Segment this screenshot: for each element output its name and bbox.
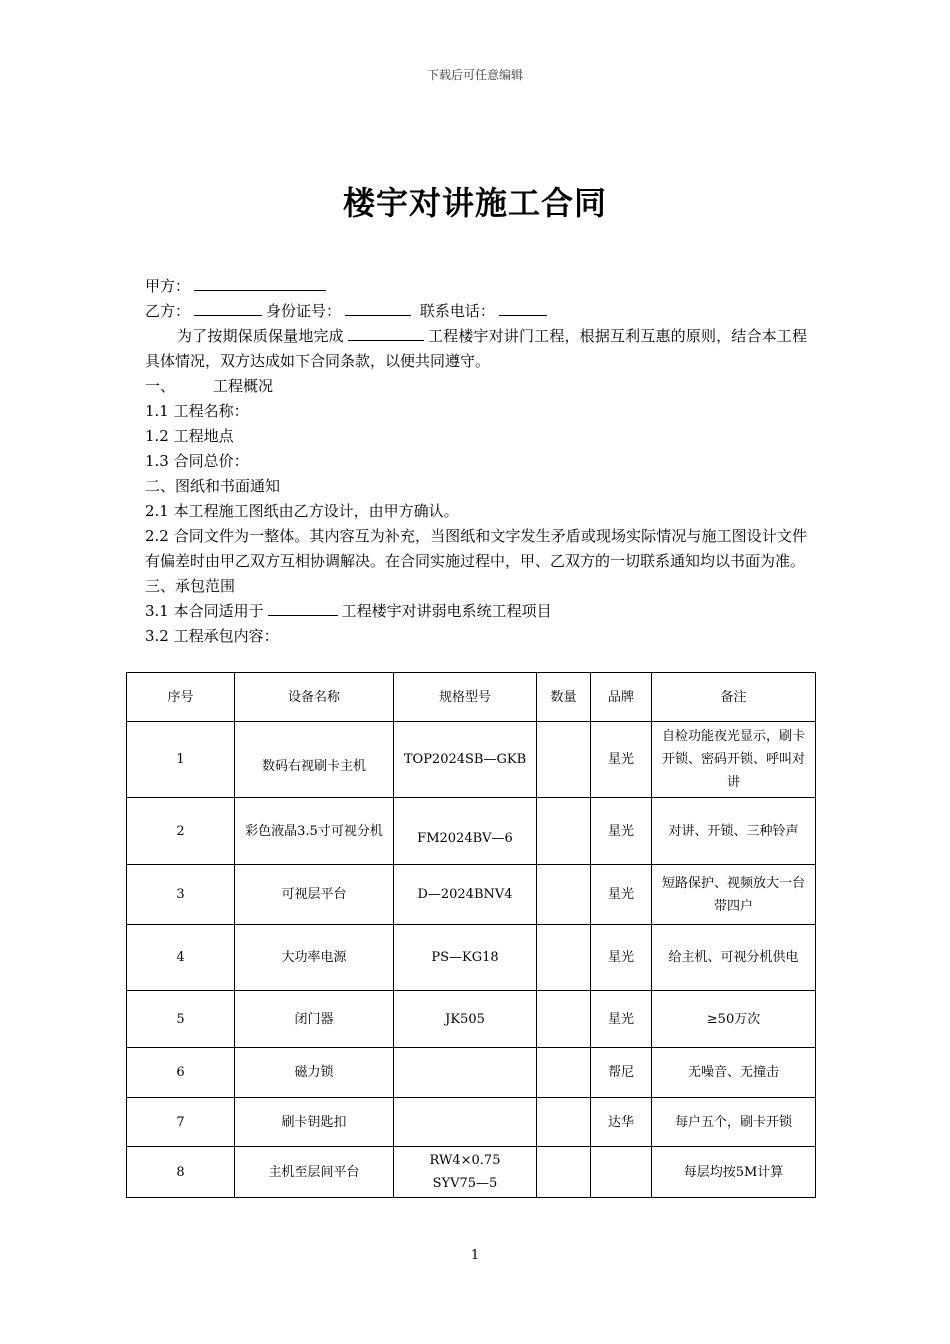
cell-brand: 星光 (591, 865, 652, 925)
document-title: 楼宇对讲施工合同 (342, 184, 607, 222)
party-a-line (145, 274, 807, 299)
header-model: 规格型号 (394, 673, 537, 722)
cell-seq: 7 (127, 1098, 235, 1147)
cell-quantity (537, 925, 591, 991)
scope-project-blank (268, 599, 338, 616)
cell-note: ≥50万次 (652, 991, 816, 1048)
cell-model-line1: RW4×0.75 (429, 1153, 501, 1168)
item-1-3: 1.3 合同总价： (145, 452, 249, 470)
table-row (127, 865, 816, 925)
item-3-1 (145, 599, 807, 624)
cell-seq: 8 (127, 1147, 235, 1198)
cell-brand: 帮尼 (591, 1048, 652, 1098)
item-1-2: 1.2 工程地点 (145, 427, 234, 445)
item-1-1: 1.1 工程名称： (145, 402, 249, 420)
section-1-title: 工程概况 (213, 377, 274, 395)
header-seq: 序号 (127, 673, 235, 722)
cell-note: 无噪音、无撞击 (652, 1048, 816, 1098)
cell-note: 对讲、开锁、三种铃声 (652, 798, 816, 865)
table-row (127, 1098, 816, 1147)
item-3-2: 3.2 工程承包内容： (145, 627, 279, 645)
intro-paragraph (145, 324, 807, 374)
section-1-number: 一、 (145, 377, 176, 395)
cell-model (394, 1048, 537, 1098)
cell-device-name: 彩色液晶3.5寸可视分机 (235, 798, 394, 865)
table-row (127, 991, 816, 1048)
cell-seq: 6 (127, 1048, 235, 1098)
party-a-label: 甲方： (145, 277, 191, 295)
party-b-label: 乙方： (145, 302, 191, 320)
cell-seq: 3 (127, 865, 235, 925)
cell-note: 每户五个，刷卡开锁 (652, 1098, 816, 1147)
table-row (127, 1147, 816, 1198)
cell-device-name: 大功率电源 (235, 925, 394, 991)
id-blank (345, 299, 411, 316)
cell-model-line1: FM2024BV—6 (417, 830, 513, 846)
item-3-1-part1: 3.1 本合同适用于 (145, 602, 264, 620)
cell-seq: 2 (127, 798, 235, 865)
party-b-blank (194, 299, 262, 316)
cell-brand: 星光 (591, 991, 652, 1048)
cell-device-name: 数码右视刷卡主机 (235, 722, 394, 798)
cell-device-name: 刷卡钥匙扣 (235, 1098, 394, 1147)
cell-device-name: 可视层平台 (235, 865, 394, 925)
cell-quantity (537, 865, 591, 925)
section-2-heading: 二、图纸和书面通知 (145, 477, 281, 495)
table-row (127, 1048, 816, 1098)
cell-note: 短路保护、视频放大一台带四户 (652, 865, 816, 925)
intro-part1: 为了按期保质保量地完成 (177, 327, 344, 345)
cell-note: 给主机、可视分机供电 (652, 925, 816, 991)
cell-seq: 4 (127, 925, 235, 991)
cell-device-name: 主机至层间平台 (235, 1147, 394, 1198)
id-label: 身份证号： (266, 302, 342, 320)
item-2-1: 2.1 本工程施工图纸由乙方设计，由甲方确认。 (145, 502, 459, 520)
cell-quantity (537, 798, 591, 865)
cell-quantity (537, 1048, 591, 1098)
phone-blank (499, 299, 547, 316)
cell-model (394, 1147, 537, 1198)
cell-model (394, 991, 537, 1048)
equipment-table (126, 672, 816, 1198)
cell-quantity (537, 722, 591, 798)
cell-model-line1: PS—KG18 (431, 950, 499, 965)
item-3-1-part2: 工程楼宇对讲弱电系统工程项目 (341, 602, 552, 620)
party-a-blank (194, 274, 326, 291)
header-brand: 品牌 (591, 673, 652, 722)
cell-device-name: 闭门器 (235, 991, 394, 1048)
table-row (127, 925, 816, 991)
cell-brand (591, 1147, 652, 1198)
cell-model-line1: JK505 (445, 1011, 485, 1027)
cell-brand: 达华 (591, 1098, 652, 1147)
phone-label: 联系电话： (419, 302, 495, 320)
cell-model (394, 722, 537, 798)
cell-model-line2: SYV75—5 (432, 1176, 498, 1191)
cell-model (394, 925, 537, 991)
cell-model-line1: TOP2024SB—GKB (403, 752, 527, 767)
header-note: 备注 (652, 673, 816, 722)
project-name-blank (348, 324, 424, 341)
section-3-heading: 三、承包范围 (145, 577, 236, 595)
cell-note: 每层均按5M计算 (652, 1147, 816, 1198)
cell-model (394, 865, 537, 925)
cell-quantity (537, 1098, 591, 1147)
cell-brand: 星光 (591, 925, 652, 991)
cell-device-name: 磁力锁 (235, 1048, 394, 1098)
item-2-2: 2.2 合同文件为一整体。其内容互为补充，当图纸和文字发生矛盾或现场实际情况与施工图设计文件有偏差时由甲乙双方互相协调解决。在合同实施过程中，甲、乙双方的一切联系通知均以书面为准。 (145, 527, 807, 570)
cell-model (394, 798, 537, 865)
header-quantity: 数量 (537, 673, 591, 722)
cell-brand: 星光 (591, 798, 652, 865)
contract-body (145, 274, 807, 649)
header-device-name: 设备名称 (235, 673, 394, 722)
party-b-line (145, 299, 807, 324)
page-header-note: 下载后可任意编辑 (426, 68, 523, 82)
intro-part2: 工程楼宇对讲门工程，根据互利互惠的原则，结合本工程具体情况，双方达成如下合同条款，以便共同遵守。 (145, 327, 807, 370)
cell-model-line1: D—2024BNV4 (417, 887, 513, 902)
cell-quantity (537, 1147, 591, 1198)
cell-seq: 5 (127, 991, 235, 1048)
page-number: 1 (470, 1248, 480, 1263)
table-row (127, 722, 816, 798)
cell-quantity (537, 991, 591, 1048)
cell-note: 自检功能夜光显示，刷卡开锁、密码开锁、呼叫对讲 (652, 722, 816, 798)
table-row (127, 798, 816, 865)
table-header-row (127, 673, 816, 722)
section-1-heading (145, 374, 807, 399)
cell-brand: 星光 (591, 722, 652, 798)
cell-model (394, 1098, 537, 1147)
cell-seq: 1 (127, 722, 235, 798)
